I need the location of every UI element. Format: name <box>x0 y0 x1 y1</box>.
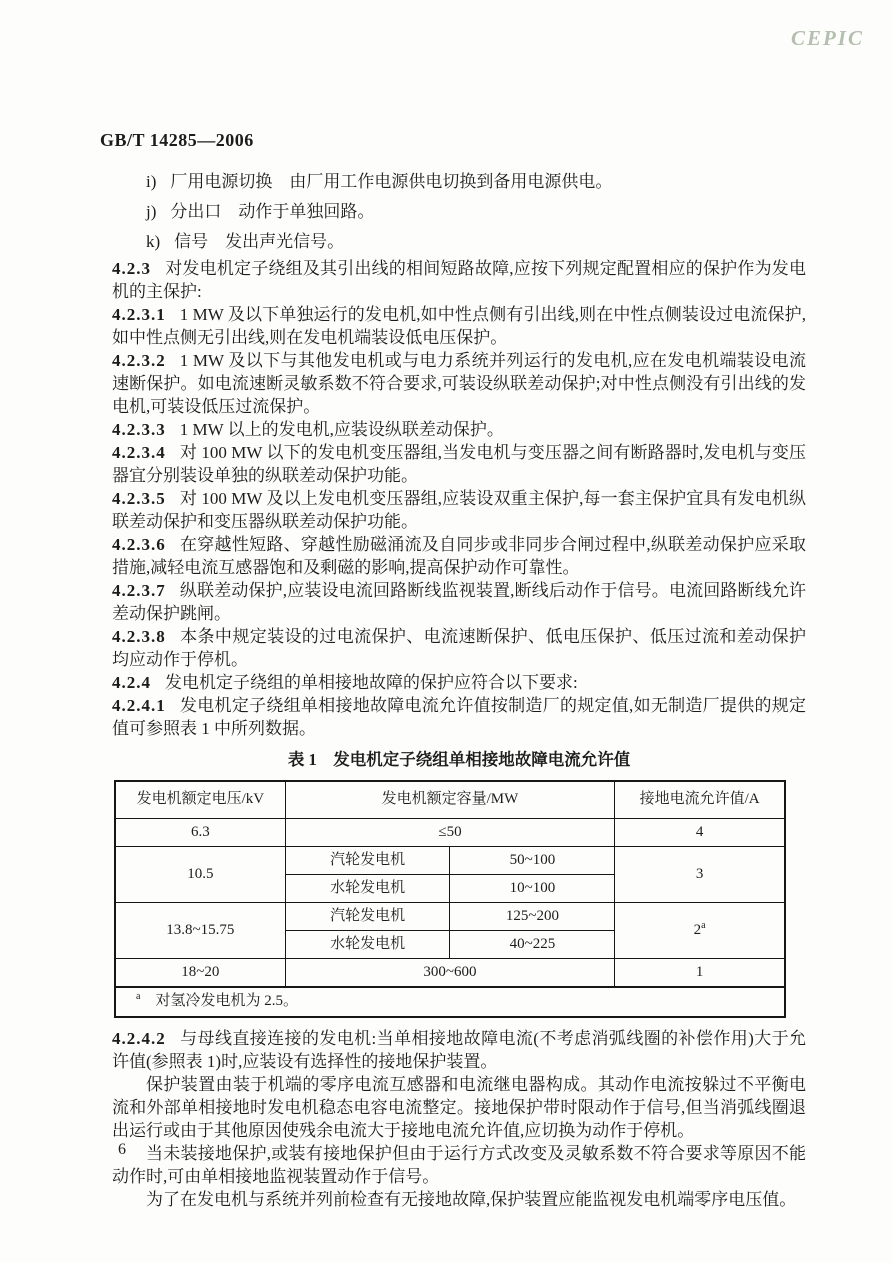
clause-number: 4.2.3.5 <box>112 489 166 508</box>
body-paragraph: 当未装接地保护,或装有接地保护但由于运行方式改变及灵敏系数不符合要求等原因不能动作时,可由单相接地监视装置动作于信号。 <box>112 1143 806 1186</box>
cell-current: 3 <box>615 846 785 902</box>
clause-4-2-3-8 <box>112 625 806 671</box>
clause-4-2-3-1 <box>112 303 806 349</box>
table-footnote-row <box>115 987 785 1017</box>
clause-text: 本条中规定装设的过电流保护、电流速断保护、低电压保护、低压过流和差动保护均应动作于停机。 <box>112 627 806 669</box>
clause-number: 4.2.3.8 <box>112 627 166 646</box>
cell-voltage: 6.3 <box>115 818 285 846</box>
header-allowed-current: 接地电流允许值/A <box>615 781 785 818</box>
clause-number: 4.2.4.1 <box>112 696 166 715</box>
clause-4-2-3-7 <box>112 579 806 625</box>
cell-voltage: 13.8~15.75 <box>115 902 285 958</box>
clause-number: 4.2.3 <box>112 259 151 278</box>
body-paragraph: 为了在发电机与系统并列前检查有无接地故障,保护装置应能监视发电机端零序电压值。 <box>146 1189 797 1209</box>
clause-4-2-3-4 <box>112 441 806 487</box>
clause-number: 4.2.3.1 <box>112 305 166 324</box>
cell-current: 4 <box>615 818 785 846</box>
clause-text: 对发电机定子绕组及其引出线的相间短路故障,应按下列规定配置相应的保护作为发电机的主保护: <box>112 259 806 301</box>
cell-capacity-range: 40~225 <box>450 930 615 958</box>
clause-4-2-4 <box>112 671 806 694</box>
list-item <box>112 227 806 257</box>
cell-current-value: 2 <box>693 921 702 938</box>
cell-generator-type: 汽轮发电机 <box>285 902 450 930</box>
clause-number: 4.2.3.6 <box>112 535 166 554</box>
list-item <box>112 167 806 197</box>
list-item-marker: k) <box>146 232 161 251</box>
header-rated-voltage: 发电机额定电压/kV <box>115 781 285 818</box>
clause-text: 1 MW 及以下单独运行的发电机,如中性点侧有引出线,则在中性点侧装设过电流保护,如中性点侧无引出线,则在发电机端装设低电压保护。 <box>112 305 806 347</box>
clause-text: 发电机定子绕组的单相接地故障的保护应符合以下要求: <box>165 673 578 692</box>
table-footnote <box>115 987 785 1017</box>
cell-current: 1 <box>615 958 785 987</box>
clause-text: 与母线直接连接的发电机:当单相接地故障电流(不考虑消弧线圈的补偿作用)大于允许值(参照表 1)时,应装设有选择性的接地保护装置。 <box>112 1028 806 1071</box>
cell-voltage: 10.5 <box>115 846 285 902</box>
clause-4-2-3-2 <box>112 349 806 418</box>
page-number: 6 <box>118 1141 126 1158</box>
list-item-text: 厂用电源切换 由厂用工作电源供电切换到备用电源供电。 <box>170 172 613 191</box>
list-item-marker: j) <box>146 202 157 221</box>
clause-number: 4.2.4.2 <box>112 1028 166 1048</box>
clause-4-2-3 <box>112 257 806 303</box>
cell-generator-type: 汽轮发电机 <box>285 846 450 874</box>
cell-generator-type: 水轮发电机 <box>285 874 450 902</box>
list-item <box>112 197 806 227</box>
clause-4-2-3-5 <box>112 487 806 533</box>
document-body <box>112 167 806 1211</box>
cepic-logo: CEPIC <box>790 26 864 50</box>
clause-text: 1 MW 以上的发电机,应装设纵联差动保护。 <box>179 420 504 439</box>
cell-capacity-range: 125~200 <box>450 902 615 930</box>
clause-4-2-4-2 <box>112 1027 806 1073</box>
list-item-text: 分出口 动作于单独回路。 <box>170 202 375 221</box>
footnote-text: 对氢冷发电机为 2.5。 <box>155 993 298 1009</box>
table-header-row <box>115 781 785 818</box>
footnote-reference: a <box>701 919 706 931</box>
cell-voltage: 18~20 <box>115 958 285 987</box>
footnote-marker: a <box>136 991 141 1002</box>
cell-generator-type: 水轮发电机 <box>285 930 450 958</box>
cell-capacity-range: 10~100 <box>450 874 615 902</box>
standard-number: GB/T 14285—2006 <box>100 130 254 150</box>
table-row <box>115 846 785 874</box>
clause-number: 4.2.3.4 <box>112 443 166 462</box>
clause-4-2-4-1 <box>112 694 806 740</box>
clause-number: 4.2.3.2 <box>112 351 166 370</box>
table-title: 表 1 发电机定子绕组单相接地故障电流允许值 <box>287 750 631 769</box>
clause-4-2-3-6 <box>112 533 806 579</box>
list-item-text: 信号 发出声光信号。 <box>174 232 345 251</box>
header-rated-capacity: 发电机额定容量/MW <box>285 781 615 818</box>
table-row <box>115 902 785 930</box>
clause-text: 纵联差动保护,应装设电流回路断线监视装置,断线后动作于信号。电流回路断线允许差动保护跳闸。 <box>112 581 806 623</box>
clause-text: 在穿越性短路、穿越性励磁涌流及自同步或非同步合闸过程中,纵联差动保护应采取措施,减轻电流互感器饱和及剩磁的影响,提高保护动作可靠性。 <box>112 535 806 577</box>
clause-number: 4.2.3.3 <box>112 420 166 439</box>
table-row <box>115 958 785 987</box>
table-row <box>115 818 785 846</box>
table-1-ground-fault-current <box>114 780 786 1018</box>
clause-4-2-3-3 <box>112 418 806 441</box>
clause-text: 对 100 MW 以下的发电机变压器组,当发电机与变压器之间有断路器时,发电机与变压器宜分别装设单独的纵联差动保护功能。 <box>112 443 806 485</box>
clause-text: 对 100 MW 及以上发电机变压器组,应装设双重主保护,每一套主保护宜具有发电机纵联差动保护和变压器纵联差动保护功能。 <box>112 489 806 531</box>
clause-text: 发电机定子绕组单相接地故障电流允许值按制造厂的规定值,如无制造厂提供的规定值可参照表 1 中所列数据。 <box>112 696 806 738</box>
list-item-marker: i) <box>146 172 157 191</box>
cell-current <box>615 902 785 958</box>
cell-capacity: 300~600 <box>285 958 615 987</box>
cell-capacity: ≤50 <box>285 818 615 846</box>
body-paragraph: 保护装置由装于机端的零序电流互感器和电流继电器构成。其动作电流按躲过不平衡电流和外部单相接地时发电机稳态电容电流整定。接地保护带时限动作于信号,但当消弧线圈退出运行或由于其他原因使残余电流大于接地电流允许值,应切换为动作于停机。 <box>112 1074 806 1140</box>
clause-number: 4.2.3.7 <box>112 581 166 600</box>
clause-text: 1 MW 及以下与其他发电机或与电力系统并列运行的发电机,应在发电机端装设电流速断保护。如电流速断灵敏系数不符合要求,可装设纵联差动保护;对中性点侧没有引出线的发电机,可装设低压过流保护。 <box>112 351 806 416</box>
clause-number: 4.2.4 <box>112 673 151 692</box>
cell-capacity-range: 50~100 <box>450 846 615 874</box>
